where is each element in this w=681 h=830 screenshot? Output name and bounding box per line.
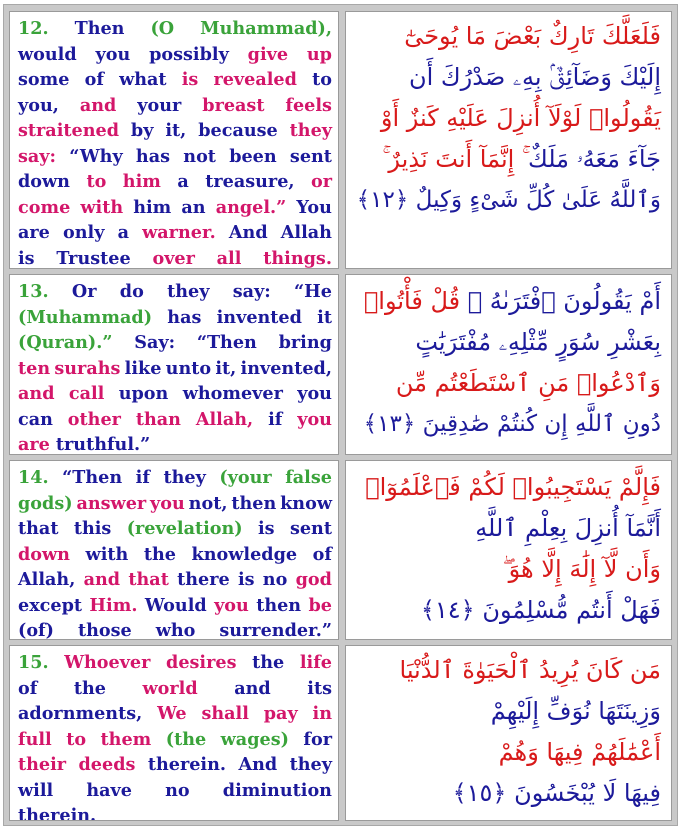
arabic-segment: وَٱدْعُوا۟ مَنِ ٱسْتَطَعْتُم مِّن	[395, 369, 661, 397]
translation-line	[18, 567, 332, 593]
verse-table	[3, 4, 678, 826]
translation-line	[18, 246, 332, 270]
translation-word: (revelation)	[126, 518, 243, 539]
arabic-text	[345, 460, 672, 640]
arabic-segment: أَعْمَٰلَهُمْ فِيهَا وَهُمْ	[498, 738, 661, 766]
translation-word: (Muhammad)	[18, 306, 153, 328]
translation-word: and	[18, 383, 55, 404]
translation-word: with	[80, 196, 124, 218]
translation-word: 13.	[18, 281, 49, 302]
translation-word: then	[231, 492, 277, 514]
arabic-line	[354, 180, 661, 221]
translation-word: 12.	[18, 18, 49, 39]
arabic-segment: مَن كَانَ يُرِيدُ ٱلْحَيَوٰةَ ٱلدُّنْيَا	[399, 656, 661, 684]
verse-row-13	[9, 274, 672, 455]
translation-word: shall	[201, 703, 249, 724]
translation-word: are	[18, 434, 50, 455]
translation-word: down	[18, 171, 70, 192]
translation-line	[18, 676, 332, 702]
translation-word: have	[86, 779, 132, 801]
translation-word: for	[303, 728, 332, 750]
arabic-line	[354, 508, 661, 549]
translation-word: You	[296, 196, 332, 218]
translation-word: 14.	[18, 467, 49, 488]
translation-word: sent	[289, 518, 332, 539]
translation-line	[18, 491, 332, 517]
translation-word: pay	[263, 703, 298, 724]
translation-word: feels	[285, 94, 332, 116]
arabic-line	[354, 549, 661, 590]
translation-word: be	[308, 594, 332, 616]
translation-word: are	[18, 222, 50, 243]
translation-word: a	[117, 222, 129, 243]
translation-word: life	[299, 652, 332, 673]
translation-word: god	[295, 569, 332, 590]
translation-line	[18, 220, 332, 246]
translation-word: and	[83, 569, 121, 590]
translation-word: with	[85, 543, 129, 565]
translation-word: no	[165, 779, 190, 801]
translation-word: Say:	[134, 332, 176, 353]
arabic-line	[354, 363, 661, 404]
arabic-line	[354, 281, 661, 322]
translation-line	[18, 701, 332, 727]
translation-word: no	[262, 569, 288, 590]
translation-line	[18, 803, 332, 821]
translation-line	[18, 93, 332, 119]
translation-word: they	[167, 281, 210, 302]
translation-word: not,	[188, 492, 228, 514]
translation-word: is	[237, 569, 255, 590]
translation-word: only	[63, 222, 105, 243]
translation-word: Would	[144, 594, 207, 616]
translation-word: this	[73, 518, 112, 539]
translation-word: surrender.”	[219, 620, 332, 640]
translation-word: say:	[18, 145, 57, 167]
translation-word: ten	[18, 357, 51, 379]
translation-word: gods)	[18, 492, 73, 514]
translation-line	[18, 407, 332, 433]
translation-word: (the	[165, 728, 207, 750]
translation-line	[18, 356, 332, 382]
translation-word: And	[228, 222, 268, 243]
translation-word: all	[216, 247, 242, 269]
translation-word: that	[18, 518, 59, 539]
translation-line	[18, 516, 332, 542]
arabic-segment: إِلَيْكَ وَضَآئِقٌۢ بِهِۦ صَدْرُكَ أَن	[408, 63, 661, 91]
arabic-line	[354, 691, 661, 732]
translation-word: diminution	[222, 779, 332, 801]
translation-line	[18, 330, 332, 356]
translation-word: do	[119, 281, 144, 302]
arabic-line	[354, 773, 661, 814]
translation-word: false	[285, 467, 332, 488]
translation-word: by	[130, 120, 154, 141]
translation-word: therein.	[147, 754, 227, 775]
translation-word: some	[18, 69, 70, 90]
arabic-segment: وَزِينَتَهَا نُوَفِّ إِلَيْهِمْ	[490, 697, 661, 725]
arabic-segment: ۚ إِنَّمَآ أَنتَ نَذِيرٌ ۚ	[382, 145, 528, 173]
translation-line	[18, 618, 332, 640]
arabic-line	[354, 139, 661, 180]
translation-word: if	[268, 408, 283, 430]
arabic-segment: أَمْ يَقُولُونَ ٱفْتَرَىٰهُ ۖ	[467, 287, 661, 315]
arabic-segment: وَأَن لَّآ إِلَٰهَ إِلَّا هُوَ ۖ	[502, 555, 661, 583]
translation-line	[18, 465, 332, 491]
arabic-line	[354, 57, 661, 98]
arabic-segment: دُونِ ٱللَّهِ إِن كُنتُمْ صَٰدِقِينَ ﴿١٣﴾	[363, 411, 661, 437]
translation-word: the	[252, 652, 285, 673]
translation-word: Allah,	[18, 569, 76, 590]
translation-word: “Then	[196, 332, 257, 353]
translation-word: Muhammad),	[200, 18, 332, 39]
translation-line	[18, 432, 332, 455]
translation-line	[18, 16, 332, 42]
arabic-line	[354, 322, 661, 363]
arabic-segment: يَقُولُوا۟ لَوْلَآ أُنزِلَ عَلَيْهِ كَنزٌ أَوْ	[380, 104, 661, 132]
translation-word: over	[152, 247, 195, 269]
translation-word: warner.	[142, 222, 216, 243]
arabic-segment: فِيهَا لَا يُبْخَسُونَ ﴿١٥﴾	[452, 779, 661, 807]
arabic-line	[354, 650, 661, 691]
arabic-segment: فَإِلَّمْ يَسْتَجِيبُوا۟ لَكُمْ فَٱعْلَمُوٓا۟	[365, 473, 661, 501]
translation-word: there	[177, 569, 230, 590]
translation-word: is	[181, 69, 199, 90]
translation-word: those	[77, 620, 132, 640]
translation-word: been	[229, 145, 277, 167]
translation-word: them	[100, 728, 152, 750]
translation-word: you	[214, 594, 249, 616]
arabic-line	[354, 404, 661, 445]
translation-word: knowledge	[191, 543, 298, 565]
arabic-segment: وَٱللَّهُ عَلَىٰ كُلِّ شَىْءٍ وَكِيلٌ ﴿١٢﴾	[356, 187, 661, 213]
translation-word: you,	[18, 94, 59, 116]
translation-word: therein.	[18, 805, 97, 821]
translation-word: know	[280, 492, 332, 514]
translation-word: whomever	[182, 383, 283, 404]
translation-word: you	[95, 43, 131, 65]
translation-word: has	[135, 145, 171, 167]
verse-row-15	[9, 645, 672, 821]
english-translation	[9, 274, 339, 455]
translation-word: wages)	[220, 728, 289, 750]
translation-word: or	[310, 171, 332, 192]
translation-word: world	[142, 677, 198, 699]
translation-line	[18, 118, 332, 144]
arabic-line	[354, 98, 661, 139]
translation-word: “He	[294, 281, 332, 302]
translation-line	[18, 279, 332, 305]
translation-word: truthful.”	[55, 434, 151, 455]
translation-line	[18, 778, 332, 804]
translation-word: adornments,	[18, 703, 143, 724]
translation-word: the	[73, 677, 106, 699]
translation-word: Then	[74, 18, 125, 39]
arabic-segment: أَنَّمَآ أُنزِلَ بِعِلْمِ ٱللَّهِ	[475, 514, 661, 542]
arabic-segment: فَهَلْ أَنتُم مُّسْلِمُونَ ﴿١٤﴾	[420, 596, 661, 624]
translation-word: breast	[202, 94, 265, 116]
translation-word: they	[163, 467, 206, 488]
translation-word: to	[66, 728, 87, 750]
translation-line	[18, 752, 332, 778]
translation-word: and	[79, 94, 117, 116]
translation-word: is	[18, 247, 35, 269]
translation-word: (O	[150, 18, 175, 39]
translation-word: up	[306, 43, 332, 65]
translation-word: not	[183, 145, 216, 167]
translation-word: they	[289, 754, 332, 775]
translation-word: of	[312, 543, 332, 565]
translation-line	[18, 305, 332, 331]
translation-word: invented	[216, 306, 302, 328]
translation-word: possibly	[149, 43, 229, 65]
translation-line	[18, 593, 332, 619]
translation-word: say:	[232, 281, 271, 302]
translation-word: what	[119, 69, 167, 90]
translation-line	[18, 727, 332, 753]
translation-word: And	[238, 754, 278, 775]
arabic-line	[354, 732, 661, 773]
translation-line	[18, 542, 332, 568]
translation-word: Him.	[89, 594, 138, 616]
translation-word: of	[84, 69, 104, 90]
translation-word: surahs	[54, 357, 121, 379]
translation-word: upon	[118, 383, 169, 404]
translation-word: it,	[215, 357, 237, 379]
translation-word: (your	[219, 467, 272, 488]
translation-word: the	[143, 543, 176, 565]
translation-word: bring	[278, 332, 332, 353]
translation-word: (of)	[18, 620, 54, 640]
translation-word: except	[18, 594, 83, 616]
arabic-text	[345, 274, 672, 455]
translation-word: Trustee	[56, 247, 131, 269]
translation-line	[18, 650, 332, 676]
translation-word: they	[289, 120, 332, 141]
arabic-line	[354, 16, 661, 57]
translation-word: to	[86, 171, 107, 192]
translation-word: angel.”	[215, 196, 287, 218]
verse-row-12	[9, 11, 672, 269]
translation-word: than	[135, 408, 181, 430]
translation-word: your	[137, 94, 182, 116]
translation-word: has	[167, 306, 202, 328]
translation-word: its	[307, 677, 332, 699]
translation-word: Or	[71, 281, 97, 302]
translation-word: of	[18, 677, 38, 699]
translation-word: would	[18, 43, 77, 65]
translation-word: in	[312, 703, 332, 724]
translation-word: straitened	[18, 120, 119, 141]
translation-word: desires	[166, 652, 237, 673]
translation-word: Allah	[280, 222, 332, 243]
translation-word: “Then	[62, 467, 123, 488]
translation-word: you	[297, 383, 332, 404]
translation-word: an	[181, 196, 206, 218]
translation-word: come	[18, 196, 71, 218]
translation-word: Whoever	[64, 652, 151, 673]
translation-word: “Why	[69, 145, 123, 167]
arabic-segment: بِعَشْرِ سُوَرٍ مِّثْلِهِۦ مُفْتَرَيَٰتٍ	[415, 328, 661, 356]
translation-line	[18, 144, 332, 170]
translation-word: it	[317, 306, 332, 328]
translation-word: revealed	[213, 69, 297, 90]
verse-row-14	[9, 460, 672, 640]
translation-word: and	[234, 677, 271, 699]
english-translation	[9, 460, 339, 640]
arabic-text	[345, 11, 672, 269]
translation-word: if	[135, 467, 150, 488]
translation-line	[18, 381, 332, 407]
translation-word: because	[198, 120, 278, 141]
translation-line	[18, 42, 332, 68]
translation-word: is	[258, 518, 275, 539]
translation-word: other	[67, 408, 121, 430]
translation-word: treasure,	[205, 171, 295, 192]
translation-word: full	[18, 728, 52, 750]
translation-word: will	[18, 779, 54, 801]
translation-word: 15.	[18, 652, 49, 673]
translation-word: answer	[76, 492, 147, 514]
arabic-segment: جَآءَ مَعَهُۥ مَلَكٌ	[527, 145, 661, 173]
translation-word: you	[150, 492, 185, 514]
translation-line	[18, 195, 332, 221]
arabic-text	[345, 645, 672, 821]
translation-word: to	[312, 69, 332, 90]
translation-word: things.	[263, 247, 332, 269]
arabic-line	[354, 590, 661, 631]
translation-word: Allah,	[195, 408, 254, 430]
translation-word: then	[256, 594, 302, 616]
translation-word: that	[128, 569, 169, 590]
translation-word: down	[18, 543, 70, 565]
translation-word: it,	[165, 120, 187, 141]
translation-word: invented,	[240, 357, 332, 379]
translation-word: him	[122, 171, 161, 192]
arabic-line	[354, 467, 661, 508]
arabic-segment: قُلْ فَأْتُوا۟	[363, 287, 468, 315]
translation-word: who	[155, 620, 196, 640]
translation-word: a	[177, 171, 189, 192]
translation-word: give	[247, 43, 289, 65]
translation-word: deeds	[78, 754, 136, 775]
translation-word: sent	[289, 145, 332, 167]
translation-word: unto	[165, 357, 212, 379]
english-translation	[9, 11, 339, 269]
translation-word: you	[297, 408, 332, 430]
translation-word: like	[124, 357, 162, 379]
english-translation	[9, 645, 339, 821]
translation-line	[18, 169, 332, 195]
translation-word: call	[68, 383, 105, 404]
translation-word: can	[18, 408, 53, 430]
translation-line	[18, 67, 332, 93]
translation-word: We	[157, 703, 187, 724]
translation-word: their	[18, 754, 67, 775]
arabic-segment: فَلَعَلَّكَ تَارِكٌ بَعْضَ مَا يُوحَىٰٓ	[404, 22, 661, 50]
translation-word: him	[133, 196, 172, 218]
translation-word: (Quran).”	[18, 332, 113, 353]
